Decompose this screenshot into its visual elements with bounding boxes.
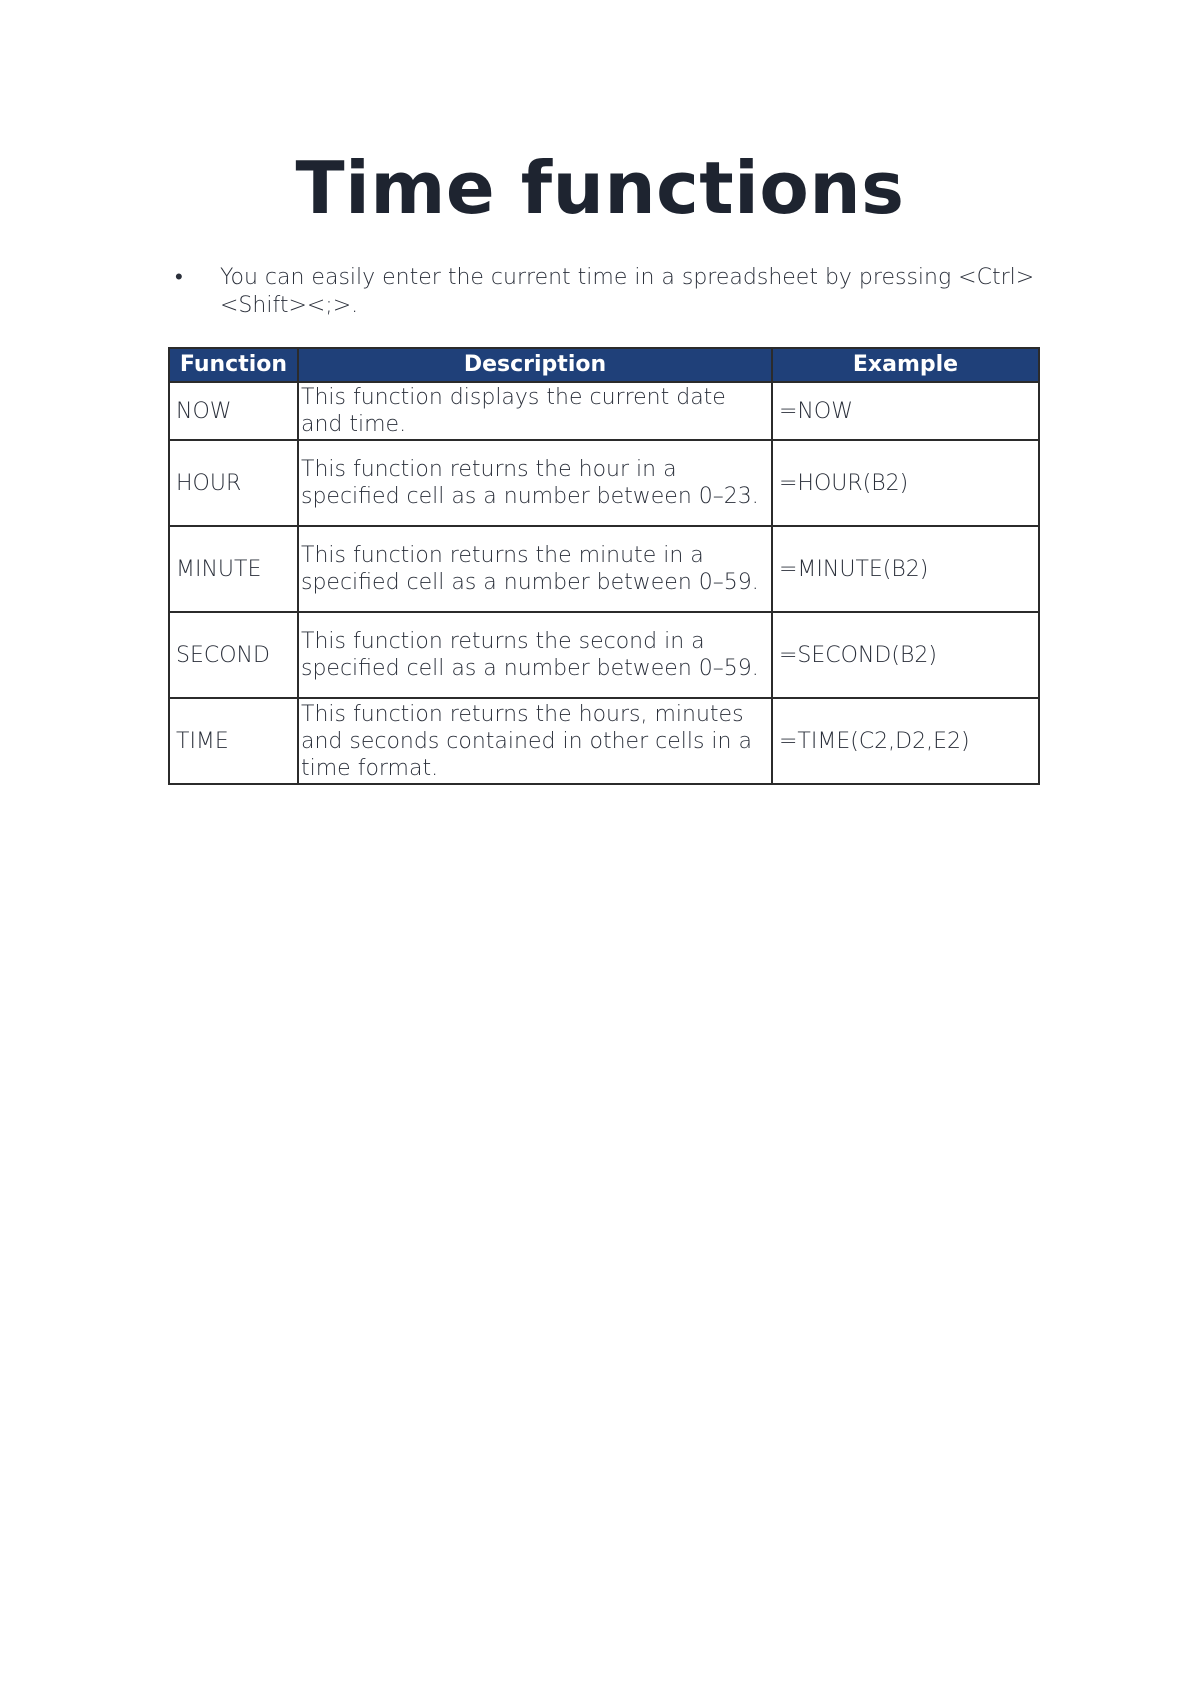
table-row [169,698,1039,784]
example-cell: =TIME(C2,D2,E2) [772,698,1039,784]
description-cell: This function returns the hours, minutes and seconds contained in other cells in a time format. [298,698,772,784]
example-cell: =MINUTE(B2) [772,526,1039,612]
example-cell: =SECOND(B2) [772,612,1039,698]
description-cell: This function returns the hour in a specified cell as a number between 0–23. [298,440,772,526]
table-row [169,612,1039,698]
table-header [169,348,1039,382]
function-cell: SECOND [169,612,298,698]
header-example: Example [772,348,1039,382]
table-header-row [169,348,1039,382]
time-functions-table [168,347,1040,785]
table-row [169,440,1039,526]
table-row [169,382,1039,440]
function-cell: HOUR [169,440,298,526]
header-function: Function [169,348,298,382]
function-cell: TIME [169,698,298,784]
header-description: Description [298,348,772,382]
bullet-icon: • [175,265,183,290]
table-body [169,382,1039,784]
bullet-text: You can easily enter the current time in a spreadsheet by pressing <Ctrl><Shift><;>. [220,265,1035,318]
example-cell: =NOW [772,382,1039,440]
page-title: Time functions [295,146,905,230]
table-row [169,526,1039,612]
description-cell: This function returns the second in a specified cell as a number between 0–59. [298,612,772,698]
function-cell: MINUTE [169,526,298,612]
example-cell: =HOUR(B2) [772,440,1039,526]
function-cell: NOW [169,382,298,440]
description-cell: This function displays the current date and time. [298,382,772,440]
description-cell: This function returns the minute in a specified cell as a number between 0–59. [298,526,772,612]
